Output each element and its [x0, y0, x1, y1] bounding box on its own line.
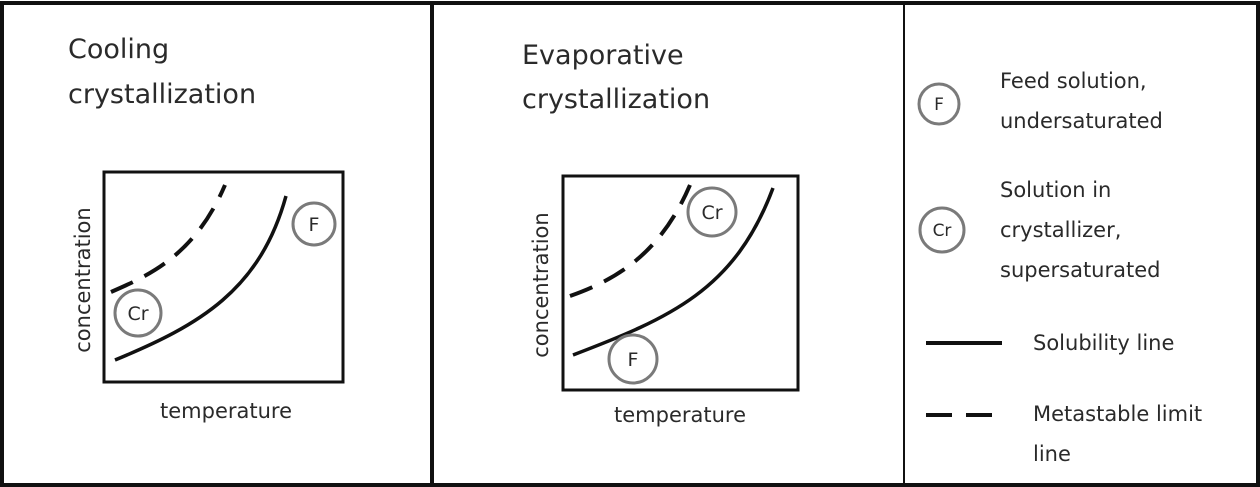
cooling-feed-marker-label: F: [308, 214, 320, 236]
evaporative-x-axis-label: temperature: [614, 403, 746, 427]
evaporative-panel: [522, 40, 798, 427]
cooling-title-line2: crystallization: [68, 79, 257, 110]
evaporative-metastable-line: [570, 185, 690, 296]
cooling-title-line1: Cooling: [68, 34, 170, 65]
legend-metastable-line1: Metastable limit: [1033, 402, 1203, 426]
legend-feed-line2: undersaturated: [1000, 109, 1163, 133]
evaporative-feed-marker-label: F: [627, 349, 639, 371]
legend-panel: [919, 69, 1202, 466]
legend-crystallizer-line2: crystallizer,: [1000, 218, 1122, 242]
evaporative-y-axis-label: concentration: [529, 212, 553, 358]
evaporative-title-line2: crystallization: [522, 84, 711, 115]
evaporative-solubility-line: [573, 188, 773, 355]
evaporative-plot-frame: [563, 176, 798, 390]
legend-crystallizer-symbol-label: Cr: [932, 221, 952, 241]
cooling-panel: [68, 34, 343, 423]
cooling-metastable-line: [111, 185, 225, 292]
legend-crystallizer-line1: Solution in: [1000, 178, 1112, 202]
cooling-crystallizer-marker-label: Cr: [127, 303, 149, 325]
legend-feed-symbol-label: F: [934, 95, 944, 115]
evaporative-crystallizer-marker-label: Cr: [701, 202, 723, 224]
cooling-y-axis-label: concentration: [71, 207, 95, 353]
legend-feed-line1: Feed solution,: [1000, 69, 1147, 93]
legend-metastable-line2: line: [1033, 442, 1071, 466]
legend-crystallizer-line3: supersaturated: [1000, 258, 1161, 282]
evaporative-title-line1: Evaporative: [522, 40, 684, 71]
cooling-x-axis-label: temperature: [160, 399, 292, 423]
legend-solubility-label: Solubility line: [1033, 331, 1175, 355]
